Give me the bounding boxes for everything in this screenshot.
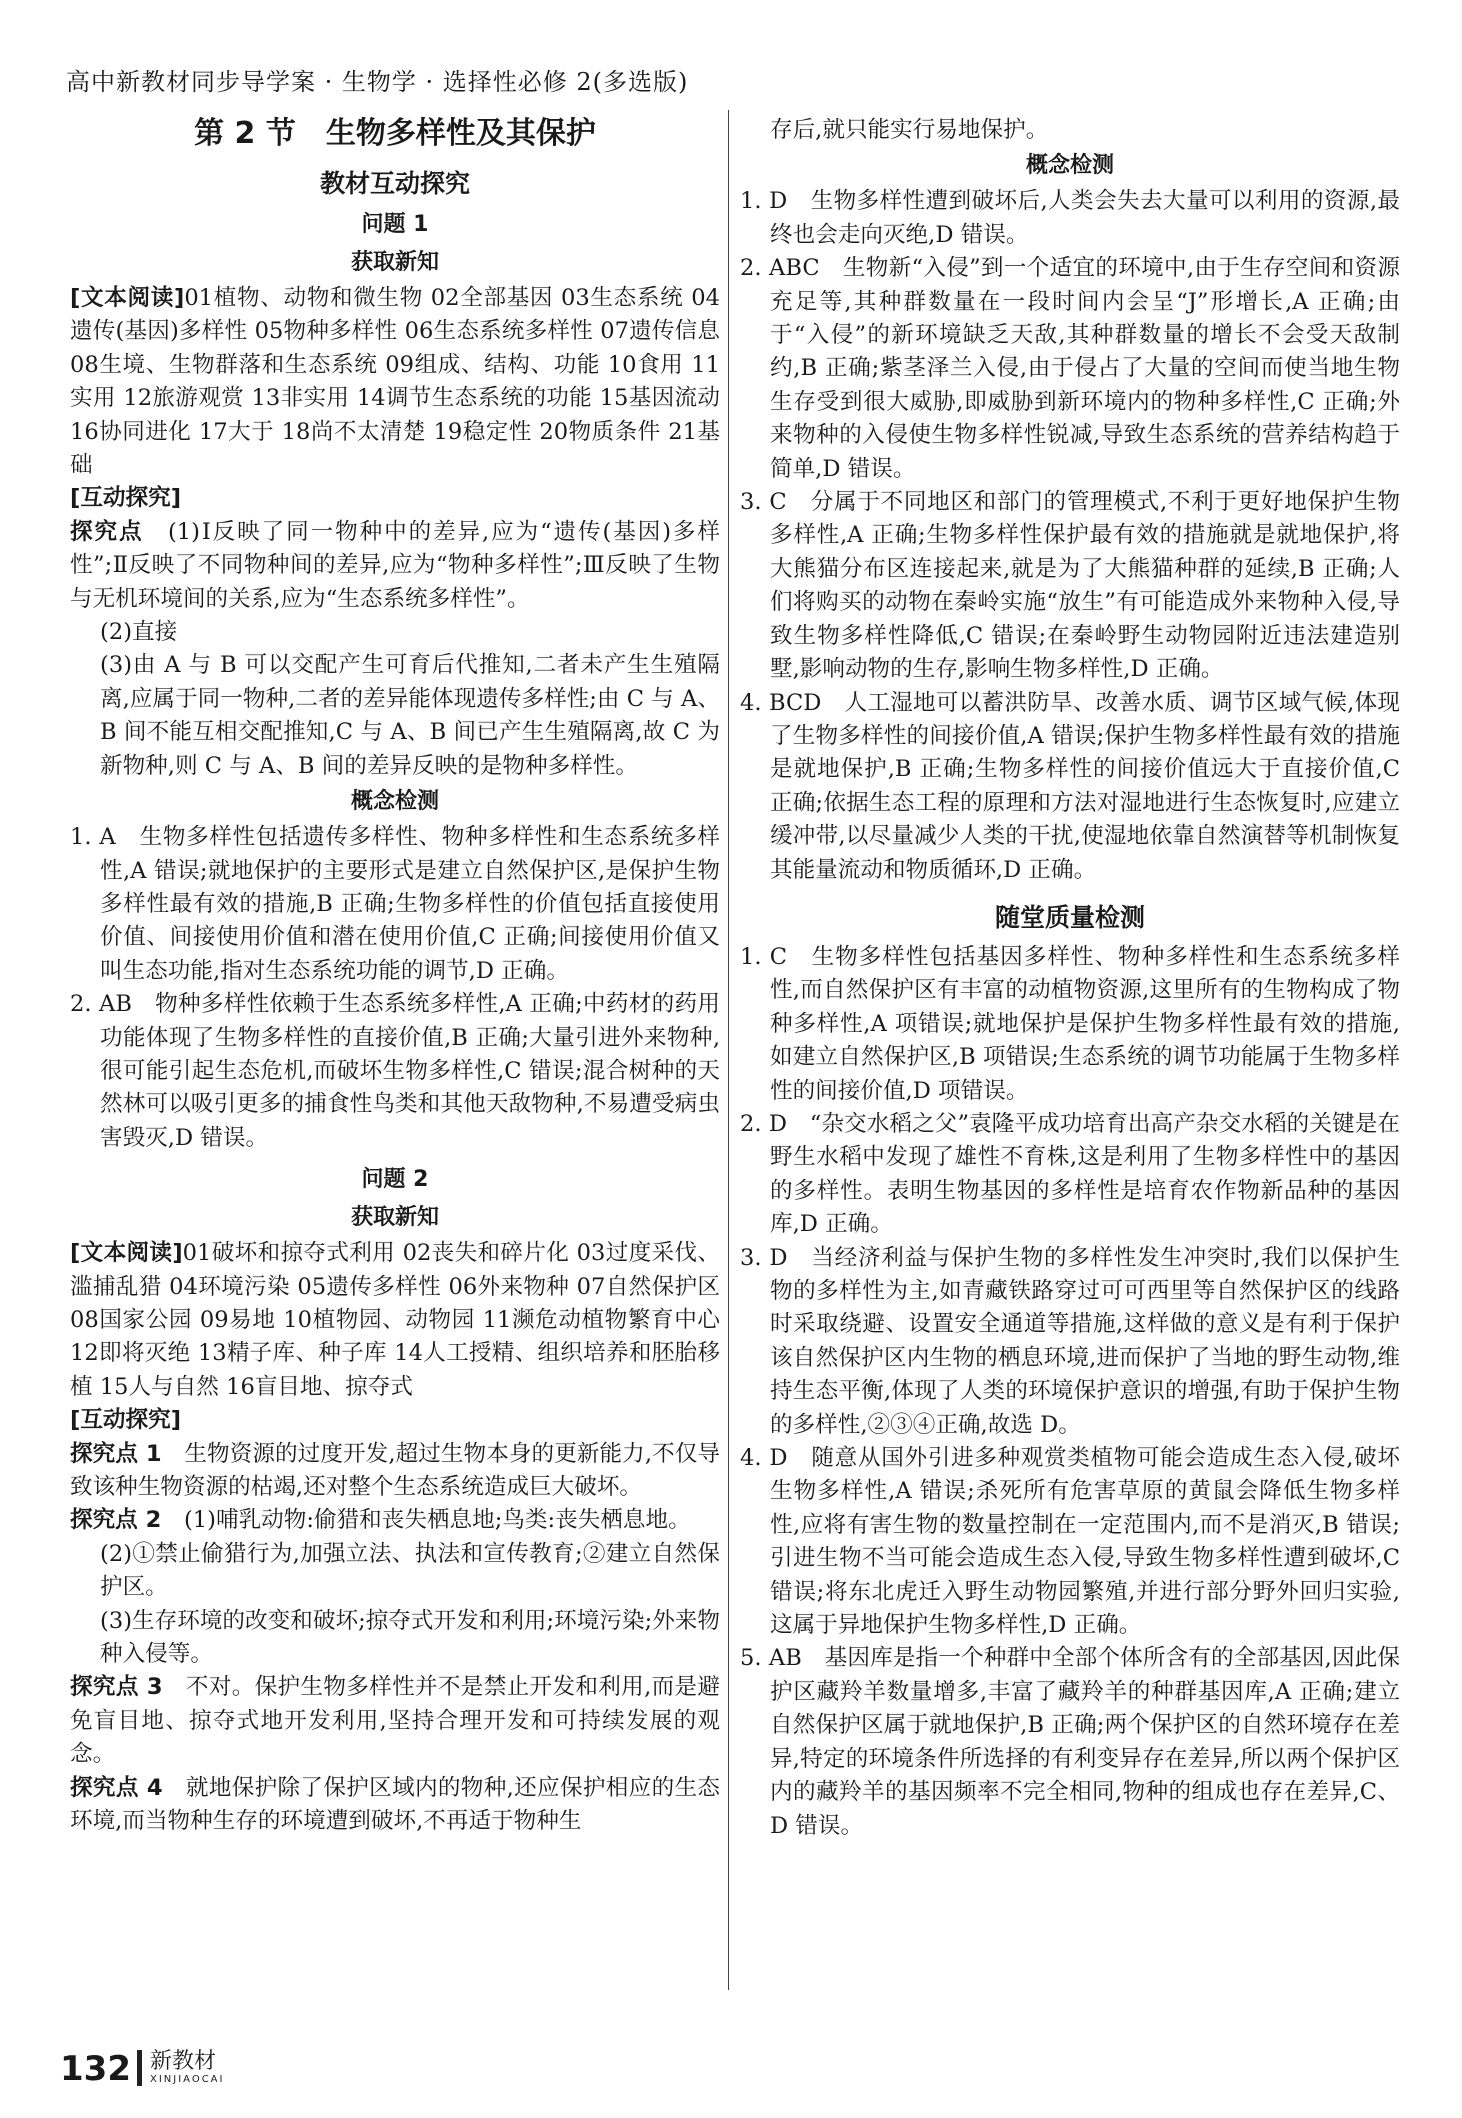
q2-point-2c: (3)生存环境的改变和破坏;掠夺式开发和利用;环境污染;外来物种入侵等。 bbox=[100, 1607, 720, 1668]
q1-reading bbox=[70, 282, 720, 482]
q1-new-heading: 获取新知 bbox=[350, 250, 439, 275]
q2-point-4 bbox=[70, 1772, 720, 1839]
q1-check-2: 2. AB 物种多样性依赖于生态系统多样性,A 正确;中药材的药用功能体现了生物多样性的直接价值,B 正确;大量引进外来物种,很可能引起生态危机,而破坏生物多样性,C 错误;混合树种的天然林可以吸引更多的捕食性鸟类和其他天敌物种,不易遭受病虫害毁灭,D 错误。 bbox=[70, 991, 720, 1151]
left-column bbox=[70, 110, 720, 1838]
check-3: 3. C 分属于不同地区和部门的管理模式,不利于更好地保护生物多样性,A 正确;生物多样性保护最有效的措施就是就地保护,将大熊猫分布区连接起来,就是为了大熊猫种群的延续,B 正确;人们将购买的动物在秦岭实施“放生”有可能造成外来物种入侵,导致生物多样性降低,C 错误;在秦岭野生动物园附近违法建造别墅,影响动物的生存,影响生物多样性,D 正确。 bbox=[740, 489, 1400, 683]
right-column bbox=[740, 114, 1400, 1843]
q1-point-2: (2)直接 bbox=[100, 619, 178, 646]
q1-check-heading: 概念检测 bbox=[350, 789, 439, 815]
quality-3: 3. D 当经济利益与保护生物的多样性发生冲突时,我们以保护生物的多样性为主,如青藏铁路穿过可可西里等自然保护区的线路时采取绕避、设置安全通道等措施,这样做的意义是有利于保护该自然保护区内生物的栖息环境,进而保护了当地的野生动物,维持生态平衡,体现了人类的环境保护意识的增强,有助于保护生物的多样性,②③④正确,故选 D。 bbox=[740, 1244, 1400, 1438]
q1-point bbox=[70, 516, 720, 616]
q2-p3-label: 探究点 3 bbox=[70, 1674, 163, 1701]
part-heading: 教材互动探究 bbox=[319, 169, 470, 198]
q2-reading bbox=[70, 1237, 720, 1404]
q1-point-3: (3)由 A 与 B 可以交配产生可育后代推知,二者未产生生殖隔离,应属于同一物种,二者的差异能体现遗传多样性;由 C 与 A、B 间不能互相交配推知,C 与 A、B 间已产生生殖隔离,故 C 为新物种,则 C 与 A、B 间的差异反映的是物种多样性。 bbox=[100, 652, 720, 779]
q2-point-2b: (2)①禁止偷猎行为,加强立法、执法和宣传教育;②建立自然保护区。 bbox=[100, 1540, 720, 1601]
quality-2: 2. D “杂交水稻之父”袁隆平成功培育出高产杂交水稻的关键是在野生水稻中发现了雄性不育株,这是利用了生物多样性中的基因的多样性。表明生物基因的多样性是培育农作物新品种的基因库,D 正确。 bbox=[740, 1110, 1400, 1238]
brand-pinyin: XINJIAOCAI bbox=[149, 2074, 225, 2085]
q1-point-label: 探究点 bbox=[70, 518, 144, 545]
check-1: 1. D 生物多样性遭到破坏后,人类会失去大量可以利用的资源,最终也会走向灭绝,D 错误。 bbox=[740, 188, 1400, 248]
quality-1: 1. C 生物多样性包括基因多样性、物种多样性和生态系统多样性,而自然保护区有丰富的动植物资源,这里所有的生物构成了物种多样性,A 项错误;就地保护是保护生物多样性最有效的措施,如建立自然保护区,B 项错误;生态系统的调节功能属于生物多样性的间接价值,D 项错误。 bbox=[740, 943, 1400, 1104]
q1-read-tag: [文本阅读] bbox=[70, 285, 185, 311]
q2-p1-label: 探究点 1 bbox=[70, 1440, 162, 1467]
q2-read-text: 01破坏和掠夺式利用 02丧失和碎片化 03过度采伐、滥捕乱猎 04环境污染 05遗传多样性 06外来物种 07自然保护区 08国家公园 09易地 10植物园、动物园 11濒危动植物繁育中心 12即将灭绝 13精子库、种子库 14人工授精、组织培养和胚胎移植 15人与自然 16盲目地、掠夺式 bbox=[70, 1240, 720, 1400]
q2-interactive-tag: [互动探究] bbox=[70, 1407, 182, 1434]
q2-point-1 bbox=[70, 1438, 720, 1505]
quality-5: 5. AB 基因库是指一个种群中全部个体所含有的全部基因,因此保护区藏羚羊数量增多,丰富了藏羚羊的种群基因库,A 正确;建立自然保护区属于就地保护,B 正确;两个保护区的自然环境存在差异,特定的环境条件所选择的有利变异存在差异,所以两个保护区内的藏羚羊的基因频率不完全相同,物种的组成也存在差异,C、D 错误。 bbox=[740, 1645, 1400, 1839]
check-4: 4. BCD 人工湿地可以蓄洪防旱、改善水质、调节区域气候,体现了生物多样性的间接价值,A 错误;保护生物多样性最有效的措施是就地保护,B 正确;生物多样性的间接价值远大于直接价值,C 正确;依据生态工程的原理和方法对湿地进行生态恢复时,应建立缓冲带,以尽量减少人类的干扰,使湿地依靠自然演替等机制恢复其能量流动和物质循环,D 正确。 bbox=[740, 689, 1400, 883]
q2-p3-text: 不对。保护生物多样性并不是禁止开发和利用,而是避免盲目地、掠夺式地开发利用,坚持合理开发和可持续发展的观念。 bbox=[70, 1674, 720, 1768]
q1-check-1: 1. A 生物多样性包括遗传多样性、物种多样性和生态系统多样性,A 错误;就地保护的主要形式是建立自然保护区,是保护生物多样性最有效的措施,B 正确;生物多样性的价值包括直接使用价值、间接使用价值和潜在使用价值,C 正确;间接使用价值又叫生态功能,指对生态系统功能的调节,D 正确。 bbox=[70, 824, 720, 984]
check-heading: 概念检测 bbox=[1025, 153, 1114, 179]
check-2: 2. ABC 生物新“入侵”到一个适宜的环境中,由于生存空间和资源充足等,其种群数量在一段时间内会呈“J”形增长,A 正确;由于“入侵”的新环境缺乏天敌,其种群数量的增长不会受天敌制约,B 正确;紫茎泽兰入侵,由于侵占了大量的空间而使当地生物生存受到很大威胁,即威胁到新环境内的物种多样性,C 正确;外来物种的入侵使生物多样性锐减,导致生态系统的营养结构趋于简单,D 错误。 bbox=[740, 255, 1400, 482]
question-1-heading: 问题 1 bbox=[361, 212, 429, 237]
page-footer bbox=[60, 2049, 225, 2089]
q2-new-heading: 获取新知 bbox=[350, 1205, 439, 1231]
q2-p2-label: 探究点 2 bbox=[70, 1507, 162, 1534]
q2-point-3 bbox=[70, 1671, 720, 1771]
footer-bar bbox=[137, 2050, 142, 2086]
continued-text: 存后,就只能实行易地保护。 bbox=[770, 117, 1049, 143]
q2-p1-text: 生物资源的过度开发,超过生物本身的更新能力,不仅导致该种生物资源的枯竭,还对整个生态系统造成巨大破坏。 bbox=[70, 1440, 720, 1500]
page-number: 132 bbox=[60, 2049, 131, 2089]
q1-read-text: 01植物、动物和微生物 02全部基因 03生态系统 04遗传(基因)多样性 05物种多样性 06生态系统多样性 07遗传信息 08生境、生物群落和生态系统 09组成、结构、功能 10食用 11实用 12旅游观赏 13非实用 14调节生态系统的功能 15基因流动 16协同进化 17大于 18尚不太清楚 19稳定性 20物质条件 21基础 bbox=[70, 285, 721, 479]
q1-interactive-tag: [互动探究] bbox=[70, 485, 182, 512]
q1-point-text: (1)Ⅰ反映了同一物种中的差异,应为“遗传(基因)多样性”;Ⅱ反映了不同物种间的差异,应为“物种多样性”;Ⅲ反映了生物与无机环境间的关系,应为“生态系统多样性”。 bbox=[70, 518, 721, 612]
brand-logo bbox=[150, 2050, 225, 2086]
q2-read-tag: [文本阅读] bbox=[70, 1240, 183, 1267]
running-header: 高中新教材同步导学案 · 生物学 · 选择性必修 2(多选版) bbox=[66, 68, 689, 96]
q2-p4-label: 探究点 4 bbox=[70, 1774, 163, 1801]
section-title: 第 2 节 生物多样性及其保护 bbox=[194, 116, 596, 151]
q2-p2a-text: (1)哺乳动物:偷猎和丧失栖息地;鸟类:丧失栖息地。 bbox=[183, 1507, 691, 1534]
q2-point-2 bbox=[70, 1504, 720, 1537]
q2-p4-text: 就地保护除了保护区域内的物种,还应保护相应的生态环境,而当物种生存的环境遭到破坏,不再适于物种生 bbox=[70, 1774, 720, 1835]
column-divider bbox=[728, 110, 729, 1990]
brand-text: 新教材 bbox=[149, 2049, 216, 2074]
quality-4: 4. D 随意从国外引进多种观赏类植物可能会造成生态入侵,破坏生物多样性,A 错误;杀死所有危害草原的黄鼠会降低生物多样性,应将有害生物的数量控制在一定范围内,而不是消灭,B 错误;引进生物不当可能会造成生态入侵,导致生物多样性遭到破坏,C 错误;将东北虎迁入野生动物园繁殖,并进行部分野外回归实验,这属于异地保护生物多样性,D 正确。 bbox=[740, 1445, 1400, 1639]
quality-heading: 随堂质量检测 bbox=[994, 902, 1145, 932]
question-2-heading: 问题 2 bbox=[361, 1167, 429, 1193]
